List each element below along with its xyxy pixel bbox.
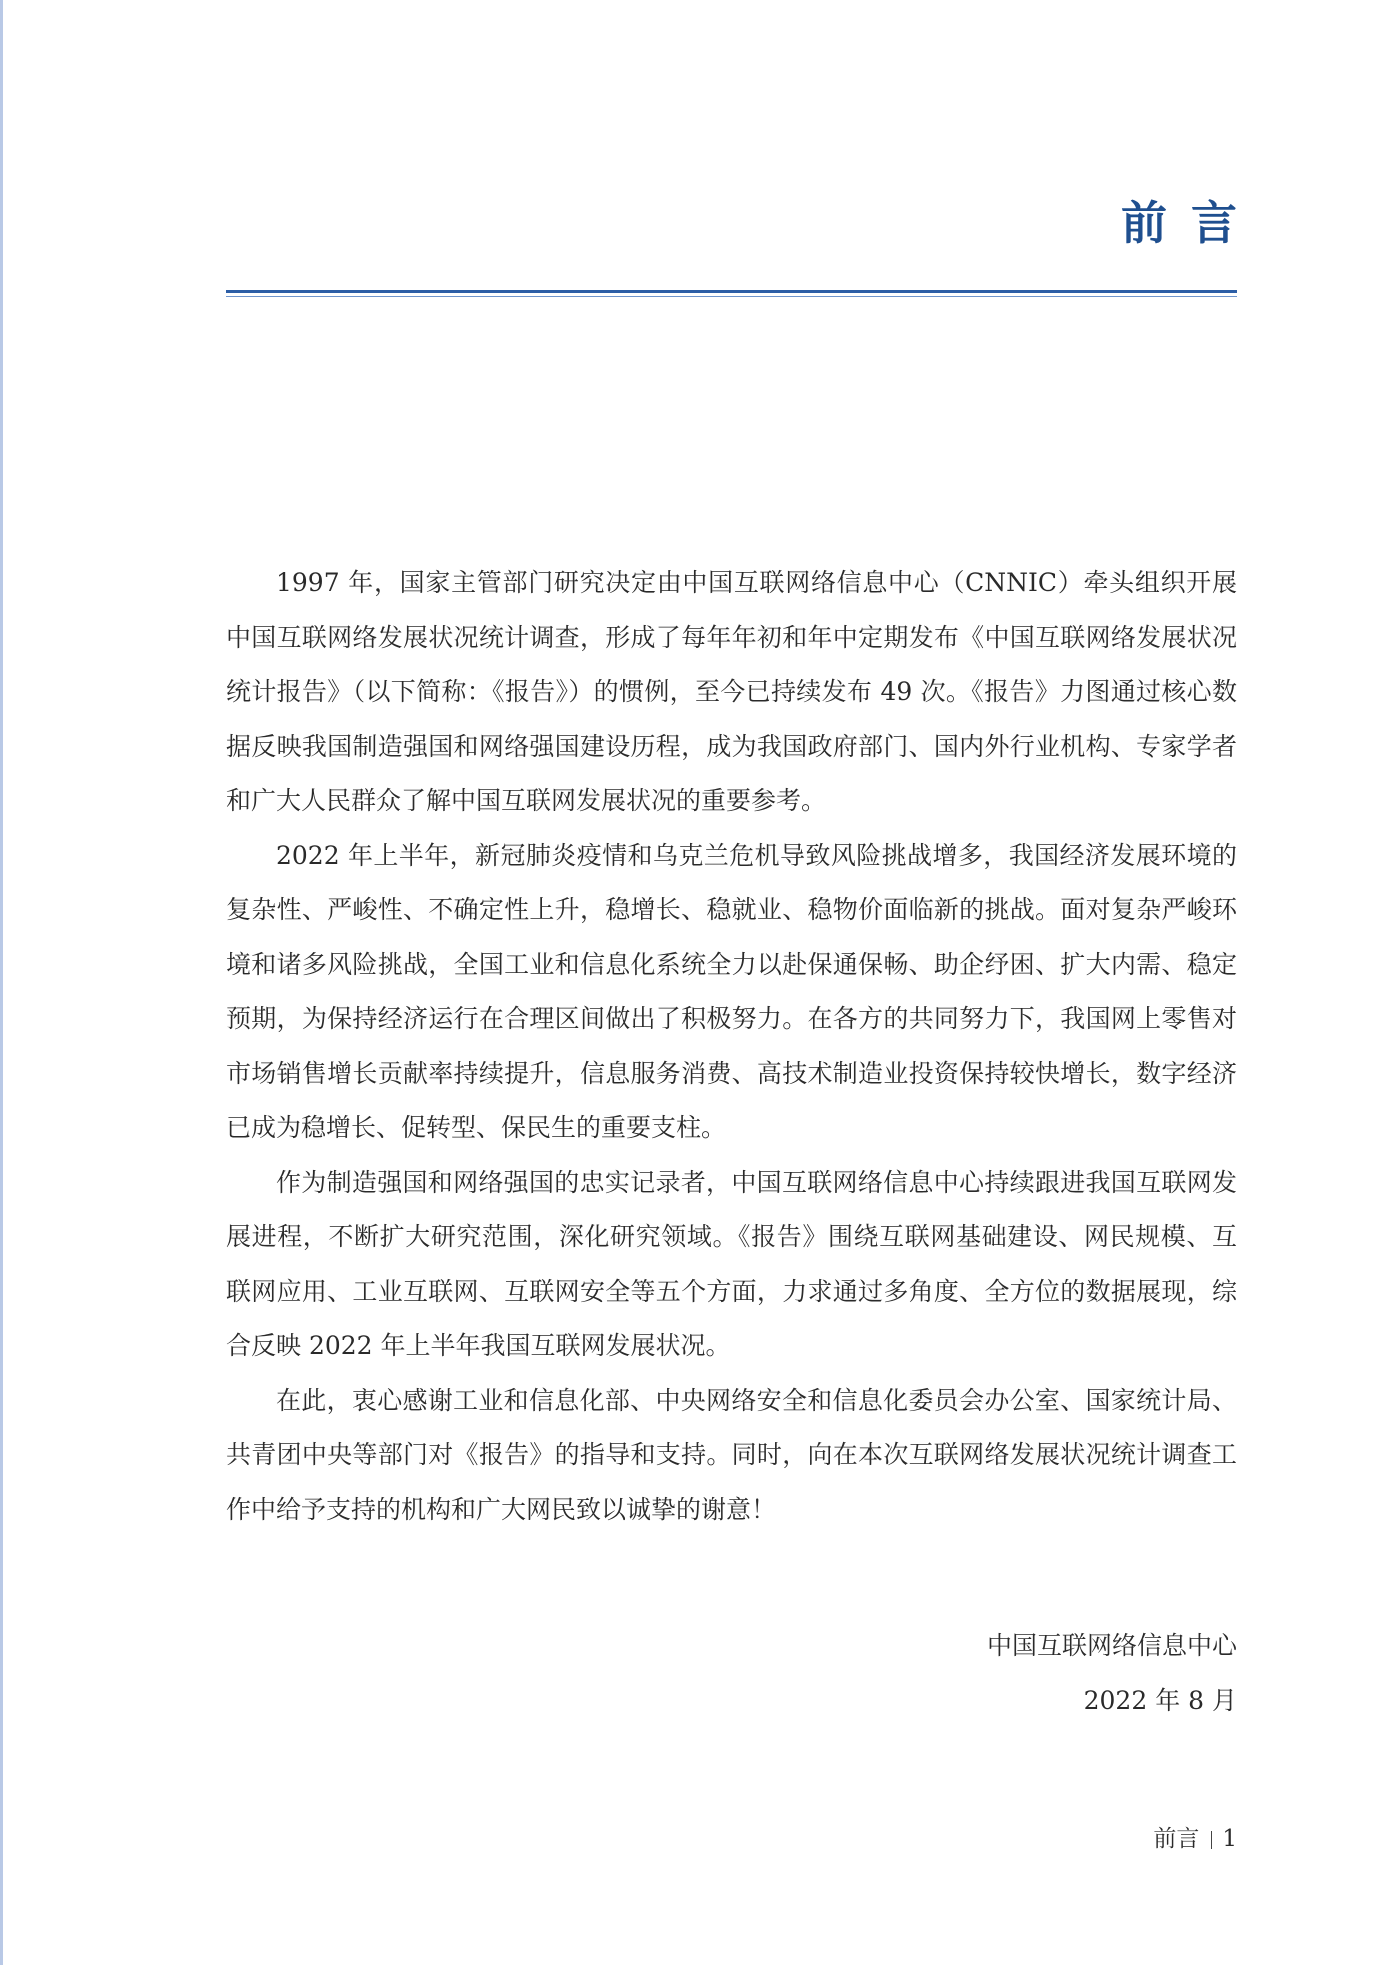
title-divider-thick — [226, 290, 1237, 293]
paragraph-4: 在此，衷心感谢工业和信息化部、中央网络安全和信息化委员会办公室、国家统计局、共青团中央等部门对《报告》的指导和支持。同时，向在本次互联网络发展状况统计调查工作中给予支持的机构和广大网民致以诚挚的谢意！ — [226, 1385, 1237, 1524]
preface-body — [226, 556, 1237, 1537]
footer-section-label: 前言 — [1153, 1826, 1200, 1852]
page-footer — [1153, 1828, 1237, 1851]
footer-page-number: 1 — [1222, 1826, 1237, 1852]
footer-separator — [1211, 1831, 1212, 1849]
page-title: 前言 — [1121, 196, 1261, 250]
paragraph-3: 作为制造强国和网络强国的忠实记录者，中国互联网络信息中心持续跟进我国互联网发展进程，不断扩大研究范围，深化研究领域。《报告》围绕互联网基础建设、网民规模、互联网应用、工业互联网、互联网安全等五个方面，力求通过多角度、全方位的数据展现，综合反映 2022 年上半年我国互联网发展状况。 — [226, 1167, 1237, 1360]
title-divider-thin — [226, 296, 1237, 297]
page-edge-stripe — [0, 0, 3, 1965]
signature-organization: 中国互联网络信息中心 — [986, 1631, 1237, 1660]
paragraph-2: 2022 年上半年，新冠肺炎疫情和乌克兰危机导致风险挑战增多，我国经济发展环境的复杂性、严峻性、不确定性上升，稳增长、稳就业、稳物价面临新的挑战。面对复杂严峻环境和诸多风险挑战，全国工业和信息化系统全力以赴保通保畅、助企纾困、扩大内需、稳定预期，为保持经济运行在合理区间做出了积极努力。在各方的共同努力下，我国网上零售对市场销售增长贡献率持续提升，信息服务消费、高技术制造业投资保持较快增长，数字经济已成为稳增长、促转型、保民生的重要支柱。 — [226, 840, 1237, 1142]
paragraph-1: 1997 年，国家主管部门研究决定由中国互联网络信息中心（CNNIC）牵头组织开展中国互联网络发展状况统计调查，形成了每年年初和年中定期发布《中国互联网络发展状况统计报告》（以下简称：《报告》）的惯例，至今已持续发布 49 次。《报告》力图通过核心数据反映我国制造强国和网络强国建设历程，成为我国政府部门、国内外行业机构、专家学者和广大人民群众了解中国互联网发展状况的重要参考。 — [226, 568, 1237, 815]
signature-date: 2022 年 8 月 — [1083, 1686, 1237, 1715]
